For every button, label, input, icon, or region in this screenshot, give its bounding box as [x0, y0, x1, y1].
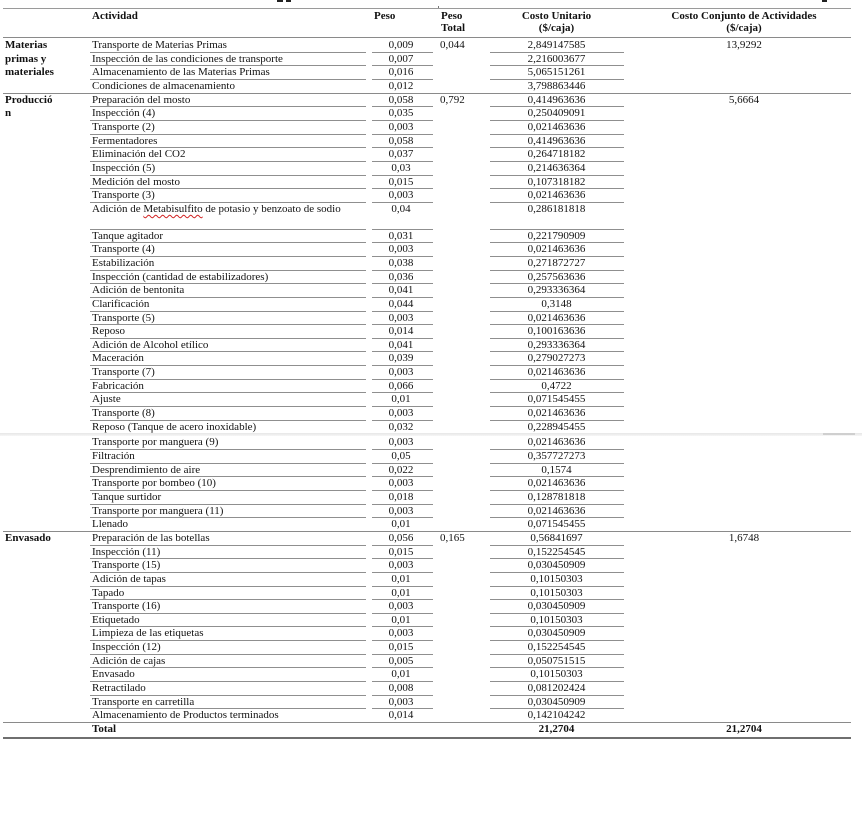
table-row — [0, 94, 862, 108]
cell-peso: 0,008 — [388, 682, 414, 695]
group-label: Envasado — [5, 531, 51, 544]
table-row — [0, 66, 862, 80]
table-row — [0, 682, 862, 696]
cell-costo-unitario: 0,414963636 — [527, 93, 586, 106]
cell-peso: 0,003 — [388, 366, 414, 379]
table-row — [0, 393, 862, 407]
cell-peso: 0,044 — [388, 297, 414, 310]
cell-costo-unitario: 0,050751515 — [527, 654, 586, 667]
group-label: primas y — [5, 52, 47, 65]
table-row — [0, 135, 862, 149]
cell-costo-unitario: 0,293336364 — [527, 338, 586, 351]
total-costo-conjunto: 21,2704 — [726, 723, 762, 735]
cell-actividad: Transporte (2) — [92, 120, 155, 133]
header-costo-unitario-line2: ($/caja) — [538, 22, 575, 34]
cell-actividad: Llenado — [92, 518, 129, 531]
cell-actividad: Envasado — [92, 668, 135, 681]
table-row — [0, 546, 862, 560]
cell-actividad: Transporte (7) — [92, 366, 155, 379]
table-row — [0, 230, 862, 244]
cell-peso: 0,05 — [391, 450, 411, 462]
cell-costo-unitario: 0,030450909 — [527, 627, 586, 640]
cell-actividad: Transporte (5) — [92, 311, 155, 324]
table-row — [0, 53, 862, 67]
table-row — [0, 148, 862, 162]
cell-costo-unitario: 0,107318182 — [527, 175, 586, 188]
table-row — [0, 709, 862, 723]
cell-costo-unitario: 0,071545455 — [527, 518, 586, 531]
cell-peso: 0,015 — [388, 545, 414, 558]
table-row — [0, 121, 862, 135]
table-bottom-rule — [3, 737, 851, 739]
table-row — [0, 696, 862, 710]
cell-peso: 0,016 — [388, 66, 414, 79]
cell-costo-unitario: 0,10150303 — [530, 668, 583, 681]
table-row — [0, 587, 862, 601]
cell-actividad: Transporte (3) — [92, 189, 155, 202]
cell-peso-total: 0,165 — [440, 531, 465, 544]
cell-costo-unitario: 0,021463636 — [527, 120, 586, 133]
cell-peso: 0,01 — [391, 518, 411, 531]
table-row — [0, 352, 862, 366]
table-row — [0, 325, 862, 339]
cell-peso: 0,003 — [388, 407, 414, 420]
cell-actividad: Inspección (cantidad de estabilizadores) — [92, 270, 269, 283]
group-label: Materias — [5, 39, 48, 51]
header-costo-unitario-line1: Costo Unitario — [521, 10, 592, 22]
header-peso: Peso — [374, 10, 396, 22]
table-row — [0, 257, 862, 271]
cell-peso: 0,03 — [391, 161, 411, 174]
cell-peso: 0,007 — [388, 52, 414, 65]
cell-actividad: Almacenamiento de las Materias Primas — [92, 66, 270, 79]
cell-peso-total: 0,792 — [440, 93, 465, 106]
cell-actividad: Adición de Alcohol etílico — [92, 338, 209, 351]
cell-costo-unitario: 0,152254545 — [527, 641, 586, 654]
cell-costo-unitario: 0,10150303 — [530, 613, 583, 626]
table-row — [0, 80, 862, 94]
table-row — [0, 162, 862, 176]
cell-peso: 0,01 — [391, 393, 411, 406]
cell-peso: 0,056 — [388, 531, 414, 544]
cell-actividad: Transporte (8) — [92, 407, 155, 420]
cell-peso: 0,003 — [388, 600, 414, 613]
cell-costo-unitario: 0,021463636 — [527, 366, 586, 379]
cell-peso: 0,003 — [388, 120, 414, 133]
table-row — [0, 339, 862, 353]
cell-actividad: Medición del mosto — [92, 175, 180, 188]
cell-actividad: Ajuste — [92, 393, 121, 406]
header-costo-conjunto-line1: Costo Conjunto de Actividades — [671, 10, 817, 22]
cell-actividad: Inspección (5) — [92, 161, 156, 174]
cell-actividad: Transporte de Materias Primas — [92, 39, 227, 51]
cell-costo-unitario: 0,271872727 — [527, 256, 586, 269]
table-top-tick — [438, 6, 439, 8]
cell-costo-unitario: 0,071545455 — [527, 393, 586, 406]
header-costo-conjunto-line2: ($/caja) — [726, 22, 762, 34]
cell-peso: 0,012 — [388, 79, 414, 92]
cell-peso: 0,031 — [388, 229, 414, 242]
cell-peso: 0,015 — [388, 641, 414, 654]
cell-actividad: Condiciones de almacenamiento — [92, 79, 235, 92]
cell-peso: 0,003 — [388, 627, 414, 640]
table-row — [0, 477, 862, 491]
cell-actividad: Limpieza de las etiquetas — [92, 627, 204, 640]
cell-actividad: Inspección (4) — [92, 107, 156, 120]
text-fragment — [286, 0, 291, 2]
table-row — [0, 107, 862, 121]
table-row — [0, 176, 862, 190]
cell-peso: 0,037 — [388, 148, 414, 161]
actividad-text: Adición de — [92, 202, 144, 215]
cell-peso: 0,035 — [388, 107, 414, 120]
cell-actividad: Transporte por manguera (11) — [92, 504, 224, 517]
group-label: materiales — [5, 66, 54, 78]
cell-costo-unitario: 0,228945455 — [527, 420, 586, 433]
cell-peso: 0,01 — [391, 668, 411, 681]
cell-costo-unitario: 0,030450909 — [527, 559, 586, 572]
cell-actividad: Adición de bentonita — [92, 284, 185, 297]
table-row — [0, 380, 862, 394]
total-label: Total — [92, 723, 117, 735]
cell-actividad: Retractilado — [92, 682, 146, 695]
cell-costo-unitario: 0,10150303 — [530, 572, 583, 585]
table-row — [0, 491, 862, 505]
cell-costo-unitario: 0,357727273 — [527, 450, 586, 462]
cell-actividad: Transporte (15) — [92, 559, 161, 572]
cell-actividad: Desprendimiento de aire — [92, 463, 201, 476]
cell-peso: 0,009 — [388, 39, 414, 51]
text-fragment — [277, 0, 283, 2]
cell-actividad: Clarificación — [92, 297, 150, 310]
cell-peso: 0,041 — [388, 338, 414, 351]
cell-actividad: Filtración — [92, 450, 135, 462]
cell-peso-total: 0,044 — [440, 39, 465, 51]
cell-peso: 0,003 — [388, 436, 414, 449]
cell-peso: 0,04 — [391, 202, 411, 215]
table-row — [0, 518, 862, 532]
cell-costo-unitario: 0,021463636 — [527, 243, 586, 256]
cell-costo-unitario: 0,152254545 — [527, 545, 586, 558]
cell-peso: 0,058 — [388, 134, 414, 147]
cell-peso: 0,003 — [388, 311, 414, 324]
cell-costo-unitario: 0,414963636 — [527, 134, 586, 147]
cell-costo-unitario: 0,021463636 — [527, 436, 586, 449]
table-row — [0, 627, 862, 641]
total-costo-unitario: 21,2704 — [538, 723, 575, 735]
cell-costo-unitario: 0,021463636 — [527, 504, 586, 517]
table-row — [0, 573, 862, 587]
cell-costo-unitario: 0,279027273 — [527, 352, 586, 365]
cell-actividad: Inspección de las condiciones de transporte — [92, 52, 283, 65]
cell-peso: 0,032 — [388, 420, 414, 433]
cell-actividad: Almacenamiento de Productos terminados — [92, 709, 279, 722]
cell-costo-unitario: 0,56841697 — [530, 531, 583, 544]
cell-costo-unitario: 0,250409091 — [527, 107, 586, 120]
cell-peso: 0,066 — [388, 379, 414, 392]
cell-actividad: Reposo — [92, 325, 125, 338]
cell-actividad: Preparación de las botellas — [92, 531, 210, 544]
cell-actividad: Transporte por manguera (9) — [92, 436, 219, 449]
table-row — [0, 436, 862, 450]
cell-peso: 0,003 — [388, 559, 414, 572]
cell-peso: 0,058 — [388, 93, 414, 106]
cell-costo-unitario: 0,021463636 — [527, 477, 586, 490]
cell-peso: 0,003 — [388, 189, 414, 202]
cell-actividad: Transporte (16) — [92, 600, 161, 613]
cell-peso: 0,015 — [388, 175, 414, 188]
cell-costo-conjunto: 1,6748 — [728, 531, 760, 544]
group-label: Producció — [5, 93, 53, 106]
cell-actividad: Transporte en carretilla — [92, 695, 195, 708]
cell-actividad: Inspección (11) — [92, 545, 161, 558]
cell-actividad: Reposo (Tanque de acero inoxidable) — [92, 420, 257, 433]
table-row — [0, 600, 862, 614]
page-break-edge — [823, 433, 855, 435]
cell-costo-conjunto: 13,9292 — [726, 39, 762, 51]
cell-costo-unitario: 0,293336364 — [527, 284, 586, 297]
cell-costo-unitario: 0,030450909 — [527, 600, 586, 613]
cell-costo-unitario: 0,030450909 — [527, 695, 586, 708]
table-row — [0, 559, 862, 573]
cell-actividad: Maceración — [92, 352, 144, 365]
cell-peso: 0,014 — [388, 709, 414, 722]
cell-peso: 0,022 — [388, 463, 414, 476]
cell-costo-unitario: 0,221790909 — [527, 229, 586, 242]
table-row — [0, 668, 862, 682]
cell-costo-unitario: 0,257563636 — [527, 270, 586, 283]
table-row — [0, 39, 862, 53]
cell-actividad: Tapado — [92, 586, 125, 599]
cell-costo-unitario: 0,4722 — [541, 379, 572, 392]
cell-peso: 0,003 — [388, 695, 414, 708]
cell-costo-unitario: 0,128781818 — [527, 490, 586, 503]
cell-costo-unitario: 0,021463636 — [527, 311, 586, 324]
cell-actividad: Preparación del mosto — [92, 93, 191, 106]
cell-peso: 0,005 — [388, 654, 414, 667]
cell-peso: 0,003 — [388, 477, 414, 490]
table-row — [0, 271, 862, 285]
cell-peso: 0,01 — [391, 572, 411, 585]
table-row — [0, 284, 862, 298]
cell-peso: 0,041 — [388, 284, 414, 297]
cell-costo-unitario: 0,021463636 — [527, 407, 586, 420]
table-row — [0, 614, 862, 628]
table-row — [0, 641, 862, 655]
cell-peso: 0,039 — [388, 352, 414, 365]
header-peso-total-line2: Total — [441, 22, 466, 34]
table-row — [0, 203, 862, 230]
cell-costo-unitario: 0,081202424 — [527, 682, 586, 695]
table-top-rule — [3, 8, 851, 9]
cell-actividad: Tanque surtidor — [92, 490, 162, 503]
cell-costo-unitario: 0,100163636 — [527, 325, 586, 338]
cell-actividad: Fabricación — [92, 379, 144, 392]
cropped-previous-text — [0, 0, 862, 4]
table-row — [0, 189, 862, 203]
table-row — [0, 407, 862, 421]
cell-peso: 0,01 — [391, 613, 411, 626]
table-row — [0, 312, 862, 326]
cell-peso: 0,01 — [391, 586, 411, 599]
cell-peso: 0,014 — [388, 325, 414, 338]
header-rule — [3, 37, 851, 38]
cell-costo-unitario: 0,286181818 — [527, 202, 586, 215]
cell-costo-unitario: 5,065151261 — [527, 66, 586, 79]
group-label: n — [5, 107, 12, 120]
cell-costo-unitario: 0,264718182 — [527, 148, 586, 161]
cell-costo-unitario: 0,021463636 — [527, 189, 586, 202]
cell-costo-unitario: 0,142104242 — [527, 709, 586, 722]
cell-peso: 0,038 — [388, 256, 414, 269]
table-row — [0, 655, 862, 669]
cell-costo-unitario: 0,3148 — [541, 297, 572, 310]
cell-peso: 0,018 — [388, 490, 414, 503]
cell-costo-conjunto: 5,6664 — [728, 93, 760, 106]
table-row — [0, 243, 862, 257]
cell-actividad: Inspección (12) — [92, 641, 161, 654]
cell-actividad: Transporte por bombeo (10) — [92, 477, 216, 490]
table-row — [0, 505, 862, 519]
misspelled-word: Metabisulfito — [143, 202, 203, 215]
cell-costo-unitario: 2,849147585 — [527, 39, 586, 51]
cell-actividad: Adición de tapas — [92, 572, 166, 585]
table-row — [0, 532, 862, 546]
cell-actividad: Fermentadores — [92, 134, 158, 147]
cell-peso: 0,003 — [388, 243, 414, 256]
cell-costo-unitario: 0,1574 — [541, 463, 572, 476]
header-actividad: Actividad — [92, 10, 138, 22]
table-row — [0, 298, 862, 312]
cell-costo-unitario: 2,216003677 — [527, 52, 586, 65]
cell-peso: 0,036 — [388, 270, 414, 283]
cell-costo-unitario: 0,214636364 — [527, 161, 586, 174]
table-row — [0, 450, 862, 464]
actividad-text: de potasio y benzoato de sodio — [202, 202, 341, 215]
cell-actividad: Estabilización — [92, 256, 155, 269]
cell-actividad: Etiquetado — [92, 613, 140, 626]
cell-actividad — [92, 203, 356, 216]
cell-costo-unitario: 3,798863446 — [527, 79, 586, 92]
table-row — [0, 366, 862, 380]
cell-actividad: Eliminación del CO2 — [92, 148, 186, 161]
cell-costo-unitario: 0,10150303 — [530, 586, 583, 599]
cell-actividad: Tanque agitador — [92, 229, 164, 242]
text-fragment — [822, 0, 827, 2]
cell-actividad: Transporte (4) — [92, 243, 155, 256]
header-peso-total-line1: Peso — [441, 10, 463, 22]
table-row — [0, 421, 862, 435]
cell-peso: 0,003 — [388, 504, 414, 517]
table-row — [0, 464, 862, 478]
cell-actividad: Adición de cajas — [92, 654, 166, 667]
